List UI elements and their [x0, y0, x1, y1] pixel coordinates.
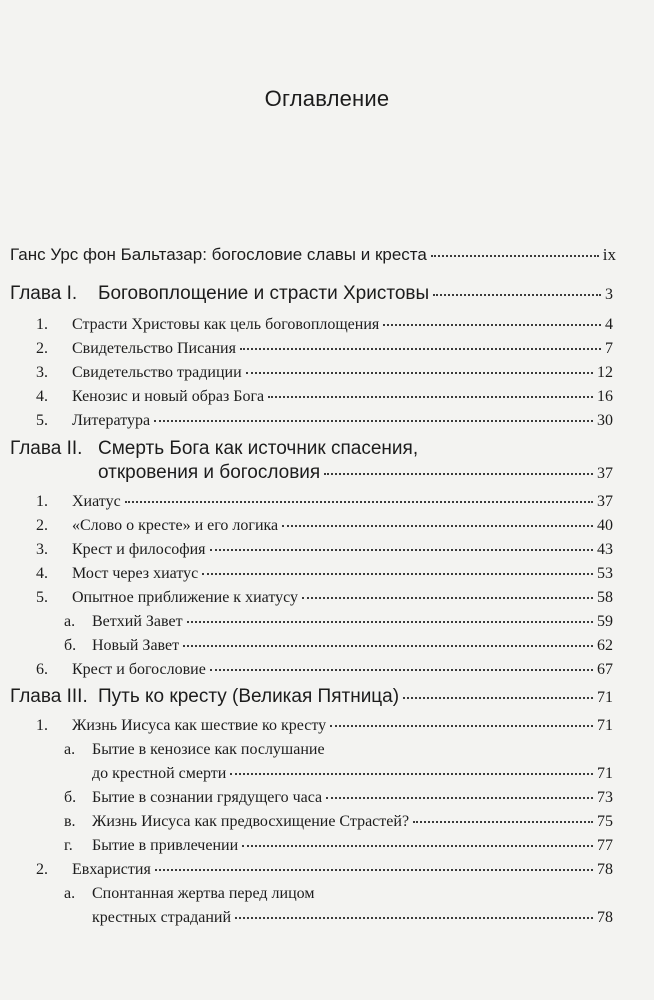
- entry-text: Кенозис и новый образ Бога: [72, 388, 265, 405]
- dot-leader: [230, 773, 593, 775]
- entry-text: Бытие в привлечении: [92, 837, 239, 854]
- toc-entry: [36, 493, 613, 511]
- entry-text: Мост через хиатус: [72, 565, 199, 582]
- dot-leader: [413, 821, 593, 823]
- toc-subentry: [64, 741, 613, 759]
- toc-subentry: [64, 813, 613, 831]
- entry-number: 5.: [36, 412, 48, 429]
- toc-entry: [36, 661, 613, 679]
- chapter-label: Глава III.: [10, 686, 88, 707]
- chapter-heading-1: [10, 283, 613, 305]
- entry-letter: а.: [64, 885, 76, 902]
- entry-letter: а.: [64, 741, 76, 758]
- page-number: 71: [597, 717, 613, 734]
- entry-letter: г.: [64, 837, 73, 854]
- dot-leader: [155, 869, 593, 871]
- page-number: 40: [597, 517, 613, 534]
- toc-entry: [36, 589, 613, 607]
- dot-leader: [240, 348, 601, 350]
- entry-text: Литература: [72, 412, 151, 429]
- toc-subentry: [64, 789, 613, 807]
- dot-leader: [187, 621, 593, 623]
- toc-entry: [36, 541, 613, 559]
- page-number: ix: [602, 245, 616, 264]
- toc-entry: [36, 412, 613, 430]
- dot-leader: [268, 396, 593, 398]
- page-number: 43: [597, 541, 613, 558]
- dot-leader: [183, 645, 593, 647]
- toc-subentry-continued: [92, 909, 613, 927]
- toc-entry: [36, 565, 613, 583]
- entry-number: 6.: [36, 661, 48, 678]
- chapter-label: Глава I.: [10, 283, 78, 304]
- dot-leader: [324, 473, 593, 475]
- page-number: 4: [605, 316, 613, 333]
- toc-entry-foreword: [10, 245, 616, 265]
- dot-leader: [403, 697, 593, 699]
- entry-letter: б.: [64, 789, 77, 806]
- entry-text: Крест и богословие: [72, 661, 206, 678]
- entry-text: Крест и философия: [72, 541, 206, 558]
- toc-entry: [36, 517, 613, 535]
- page-number: 71: [597, 689, 613, 706]
- page-number: 78: [597, 861, 613, 878]
- entry-text: Ветхий Завет: [92, 613, 183, 630]
- entry-text-line-1: Спонтанная жертва перед лицом: [92, 885, 315, 902]
- entry-text: Страсти Христовы как цель боговоплощения: [72, 316, 380, 333]
- page-number: 7: [605, 340, 613, 357]
- page-number: 37: [597, 465, 613, 482]
- entry-number: 1.: [36, 717, 48, 734]
- entry-number: 2.: [36, 340, 48, 357]
- dot-leader: [202, 573, 593, 575]
- entry-number: 4.: [36, 565, 48, 582]
- page-number: 75: [597, 813, 613, 830]
- entry-text: «Слово о кресте» и его логика: [72, 517, 279, 534]
- entry-text-line-2: крестных страданий: [92, 909, 231, 926]
- chapter-label: Глава II.: [10, 438, 83, 459]
- dot-leader: [125, 501, 593, 503]
- page-number: 58: [597, 589, 613, 606]
- entry-number: 3.: [36, 541, 48, 558]
- page-number: 37: [597, 493, 613, 510]
- page-title: Оглавление: [264, 86, 390, 111]
- entry-text: Хиатус: [72, 493, 121, 510]
- toc-subentry: [64, 837, 613, 855]
- toc-entry: [36, 340, 613, 358]
- entry-number: 4.: [36, 388, 48, 405]
- entry-number: 1.: [36, 316, 48, 333]
- chapter-title-line-2: откровения и богословия: [98, 462, 321, 483]
- toc-entry: [36, 316, 613, 334]
- entry-text: Евхаристия: [72, 861, 151, 878]
- entry-text: Бытие в сознании грядущего часа: [92, 789, 323, 806]
- page-number: 77: [597, 837, 613, 854]
- dot-leader: [235, 917, 593, 919]
- entry-number: 2.: [36, 861, 48, 878]
- chapter-title: Боговоплощение и страсти Христовы: [98, 283, 430, 304]
- page-number: 71: [597, 765, 613, 782]
- page-number: 73: [597, 789, 613, 806]
- dot-leader: [431, 255, 599, 257]
- entry-text: Свидетельство Писания: [72, 340, 236, 357]
- entry-text: Жизнь Иисуса как шествие ко кресту: [72, 717, 327, 734]
- toc-subentry: [64, 637, 613, 655]
- dot-leader: [433, 294, 601, 296]
- page-number: 30: [597, 412, 613, 429]
- entry-text: Свидетельство традиции: [72, 364, 242, 381]
- page-number: 53: [597, 565, 613, 582]
- dot-leader: [282, 525, 593, 527]
- dot-leader: [330, 725, 593, 727]
- toc-subentry: [64, 885, 613, 903]
- page-number: 12: [597, 364, 613, 381]
- toc-entry: [36, 364, 613, 382]
- chapter-title-line-1: Смерть Бога как источник спасения,: [98, 438, 419, 459]
- entry-text: Новый Завет: [92, 637, 180, 654]
- entry-text: Ганс Урс фон Бальтазар: богословие славы и креста: [10, 245, 427, 264]
- chapter-title: Путь ко кресту (Великая Пятница): [98, 686, 400, 707]
- entry-text: Опытное приближение к хиатусу: [72, 589, 298, 606]
- entry-number: 2.: [36, 517, 48, 534]
- dot-leader: [154, 420, 593, 422]
- page-number: 16: [597, 388, 613, 405]
- dot-leader: [383, 324, 601, 326]
- entry-letter: в.: [64, 813, 76, 830]
- dot-leader: [210, 669, 593, 671]
- dot-leader: [302, 597, 593, 599]
- chapter-heading-2: [10, 438, 613, 460]
- entry-text-line-2: до крестной смерти: [92, 765, 227, 782]
- dot-leader: [210, 549, 593, 551]
- dot-leader: [242, 845, 593, 847]
- chapter-heading-3: [10, 686, 613, 708]
- dot-leader: [246, 372, 593, 374]
- page-number: 59: [597, 613, 613, 630]
- page-number: 67: [597, 661, 613, 678]
- page-number: 3: [605, 286, 613, 303]
- toc-entry: [36, 861, 613, 879]
- entry-letter: а.: [64, 613, 76, 630]
- entry-text-line-1: Бытие в кенозисе как послушание: [92, 741, 325, 758]
- toc-entry: [36, 717, 613, 735]
- page-number: 62: [597, 637, 613, 654]
- entry-letter: б.: [64, 637, 77, 654]
- page-number: 78: [597, 909, 613, 926]
- entry-number: 5.: [36, 589, 48, 606]
- toc-subentry-continued: [92, 765, 613, 783]
- toc-subentry: [64, 613, 613, 631]
- entry-number: 3.: [36, 364, 48, 381]
- toc-entry: [36, 388, 613, 406]
- entry-number: 1.: [36, 493, 48, 510]
- entry-text: Жизнь Иисуса как предвосхищение Страстей?: [92, 813, 410, 830]
- chapter-heading-2-continued: [98, 462, 613, 484]
- dot-leader: [326, 797, 593, 799]
